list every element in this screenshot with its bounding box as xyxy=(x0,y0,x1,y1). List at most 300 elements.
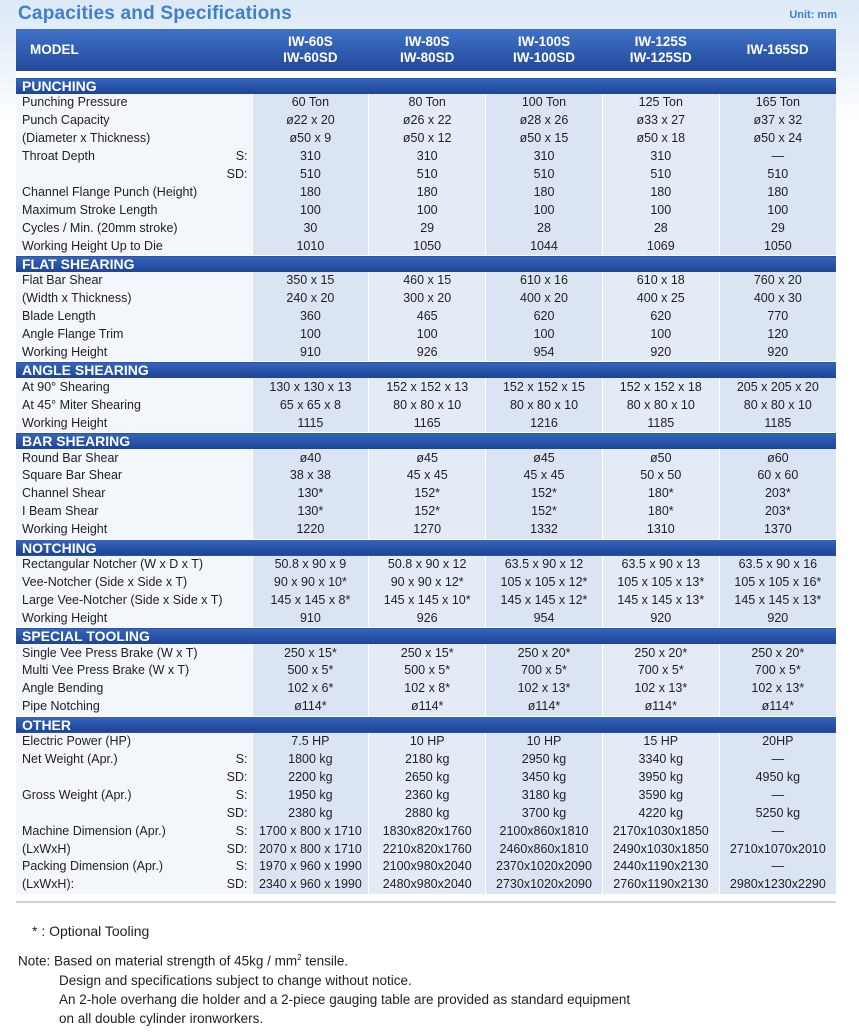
spec-label-wrap xyxy=(22,645,252,662)
spec-row xyxy=(16,662,836,680)
spec-value-cell: ø40 xyxy=(252,449,369,467)
spec-value-cell: 1044 xyxy=(486,237,603,255)
spec-value-cell: ø22 x 20 xyxy=(252,112,369,130)
section-header-row xyxy=(16,716,836,733)
spec-value-cell: 920 xyxy=(719,344,836,362)
spec-value-cell: 80 x 80 x 10 xyxy=(369,396,486,414)
spec-label-cell xyxy=(16,201,252,219)
spec-label-cell xyxy=(16,858,252,876)
spec-value-cell: 50.8 x 90 x 12 xyxy=(369,556,486,574)
spec-label: Single Vee Press Brake (W x T) xyxy=(22,645,198,660)
note-line-1 xyxy=(18,948,630,971)
spec-value-cell: ø45 xyxy=(369,449,486,467)
spec-value-cell: 90 x 90 x 10* xyxy=(252,573,369,591)
spec-value-cell: 2760x1190x2130 xyxy=(602,876,719,894)
spec-label-cell xyxy=(16,662,252,680)
spec-value-cell: 3340 kg xyxy=(602,751,719,769)
spec-value-cell: 926 xyxy=(369,344,486,362)
spec-label-wrap xyxy=(22,680,252,697)
spec-value-cell: 10 HP xyxy=(486,733,603,751)
spec-value-cell: 240 x 20 xyxy=(252,290,369,308)
section-header-row xyxy=(16,628,836,645)
spec-value-cell: 60 Ton xyxy=(252,94,369,112)
spec-label-wrap xyxy=(22,272,252,289)
spec-label: Channel Flange Punch (Height) xyxy=(22,184,198,199)
spec-value-cell: ø114* xyxy=(602,698,719,716)
spec-label-wrap xyxy=(22,184,252,201)
spec-label-wrap xyxy=(22,787,252,804)
section-title: PUNCHING xyxy=(16,78,836,95)
spec-label: Cycles / Min. (20mm stroke) xyxy=(22,220,178,235)
model-column-header xyxy=(369,29,486,71)
spec-label-cell xyxy=(16,166,252,184)
spec-value-cell: 310 xyxy=(602,148,719,166)
note-line-2: Design and specifications subject to change without notice. xyxy=(59,972,412,988)
spec-label-cell xyxy=(16,591,252,609)
spec-label: Blade Length xyxy=(22,309,96,324)
spec-value-cell: 700 x 5* xyxy=(602,662,719,680)
spec-row xyxy=(16,556,836,574)
spec-value-cell: 100 xyxy=(252,326,369,344)
page-title: Capacities and Specifications xyxy=(18,3,292,24)
spec-label-wrap xyxy=(22,769,252,786)
spec-value-cell: 145 x 145 x 13* xyxy=(602,591,719,609)
spec-label-wrap xyxy=(22,344,252,361)
model-name: IW-100S xyxy=(517,34,571,49)
spec-row xyxy=(16,290,836,308)
spec-label-cell xyxy=(16,573,252,591)
spec-variant-label: SD: xyxy=(226,769,248,784)
spec-value-cell: 145 x 145 x 8* xyxy=(252,591,369,609)
spec-value-cell: 760 x 20 xyxy=(719,272,836,290)
spec-value-cell: 510 xyxy=(252,166,369,184)
spec-label-cell xyxy=(16,644,252,662)
spec-label-wrap xyxy=(22,415,252,432)
spec-value-cell: 1185 xyxy=(719,414,836,432)
spec-row xyxy=(16,467,836,485)
spec-label-wrap xyxy=(22,823,252,840)
spec-value-cell: 500 x 5* xyxy=(369,662,486,680)
spec-value-cell: 310 xyxy=(252,148,369,166)
spec-value-cell: 620 xyxy=(602,308,719,326)
spec-value-cell: 4950 kg xyxy=(719,769,836,787)
spec-value-cell: 3180 kg xyxy=(486,786,603,804)
spec-value-cell: 1800 kg xyxy=(252,751,369,769)
spec-label: Angle Bending xyxy=(22,681,104,696)
spec-value-cell: 102 x 8* xyxy=(369,680,486,698)
spec-value-cell: 60 x 60 xyxy=(719,467,836,485)
spec-value-cell: 180 xyxy=(486,183,603,201)
spec-label: Channel Shear xyxy=(22,486,106,501)
spec-value-cell: 2460x860x1810 xyxy=(486,840,603,858)
spec-row xyxy=(16,326,836,344)
spec-variant-label: SD: xyxy=(226,841,248,856)
spec-value-cell: 102 x 13* xyxy=(719,680,836,698)
spec-label-wrap xyxy=(22,379,252,396)
spec-label-wrap xyxy=(22,556,252,573)
spec-value-cell: ø50 x 18 xyxy=(602,130,719,148)
spec-value-cell: 1115 xyxy=(252,414,369,432)
spec-label-cell xyxy=(16,130,252,148)
spec-value-cell: 100 xyxy=(369,326,486,344)
spec-label-cell xyxy=(16,183,252,201)
spec-value-cell: 2170x1030x1850 xyxy=(602,822,719,840)
spec-row xyxy=(16,308,836,326)
spec-value-cell: — xyxy=(719,751,836,769)
spec-value-cell: 100 xyxy=(369,201,486,219)
spec-row xyxy=(16,840,836,858)
spec-label-cell xyxy=(16,237,252,255)
spec-value-cell: ø45 xyxy=(486,449,603,467)
spec-value-cell: 152* xyxy=(486,503,603,521)
spec-value-cell: ø114* xyxy=(369,698,486,716)
spec-value-cell: ø50 x 15 xyxy=(486,130,603,148)
model-column-header xyxy=(719,29,836,71)
spec-value-cell: 500 x 5* xyxy=(252,662,369,680)
model-column-header xyxy=(486,29,603,71)
spec-label-wrap xyxy=(22,503,252,520)
spec-variant-label: S: xyxy=(235,149,248,164)
spec-label-wrap xyxy=(22,805,252,822)
spec-value-cell: 65 x 65 x 8 xyxy=(252,396,369,414)
spec-label-wrap xyxy=(22,521,252,538)
spec-value-cell: 80 x 80 x 10 xyxy=(602,396,719,414)
spec-value-cell: 152* xyxy=(369,485,486,503)
spec-value-cell: 360 xyxy=(252,308,369,326)
spec-value-cell: 152 x 152 x 15 xyxy=(486,378,603,396)
spec-value-cell: 400 x 30 xyxy=(719,290,836,308)
note-line-1-tail: tensile. xyxy=(301,953,349,969)
spec-label-cell xyxy=(16,344,252,362)
spec-row xyxy=(16,219,836,237)
spec-row xyxy=(16,609,836,627)
spec-value-cell: ø50 x 24 xyxy=(719,130,836,148)
spec-value-cell: 130* xyxy=(252,485,369,503)
spec-row xyxy=(16,521,836,539)
spec-value-cell: 203* xyxy=(719,485,836,503)
section-header-row xyxy=(16,78,836,95)
spec-value-cell: ø37 x 32 xyxy=(719,112,836,130)
spec-value-cell: 954 xyxy=(486,344,603,362)
spec-row xyxy=(16,396,836,414)
spec-value-cell: ø26 x 22 xyxy=(369,112,486,130)
spec-row xyxy=(16,591,836,609)
spec-label: Large Vee-Notcher (Side x Side x T) xyxy=(22,592,223,607)
spec-variant-label: SD: xyxy=(226,805,248,820)
section-title: SPECIAL TOOLING xyxy=(16,628,836,645)
spec-label: Electric Power (HP) xyxy=(22,734,132,749)
spec-value-cell: 203* xyxy=(719,503,836,521)
spec-label: Working Height xyxy=(22,415,108,430)
spec-value-cell: 2980x1230x2290 xyxy=(719,876,836,894)
spec-label-wrap xyxy=(22,450,252,467)
spec-value-cell: 1370 xyxy=(719,521,836,539)
spec-value-cell: 2880 kg xyxy=(369,804,486,822)
note-line-1-text: Note: Based on material strength of 45kg / mm xyxy=(18,953,298,969)
spec-row xyxy=(16,751,836,769)
spec-label: Rectangular Notcher (W x D x T) xyxy=(22,557,204,572)
spec-value-cell: 50.8 x 90 x 9 xyxy=(252,556,369,574)
spec-value-cell: 1010 xyxy=(252,237,369,255)
table-bottom-rule xyxy=(16,901,836,903)
spec-value-cell: 920 xyxy=(602,344,719,362)
spec-value-cell: 10 HP xyxy=(369,733,486,751)
spec-value-cell: 102 x 13* xyxy=(602,680,719,698)
spec-label-cell xyxy=(16,485,252,503)
spec-value-cell: 180* xyxy=(602,503,719,521)
spec-label: Packing Dimension (Apr.) xyxy=(22,859,164,874)
spec-value-cell: 610 x 18 xyxy=(602,272,719,290)
spec-value-cell: 63.5 x 90 x 13 xyxy=(602,556,719,574)
spec-label: Working Height Up to Die xyxy=(22,238,163,253)
spec-row xyxy=(16,449,836,467)
spec-value-cell: 920 xyxy=(602,609,719,627)
spec-label: Round Bar Shear xyxy=(22,450,119,465)
spec-label: Net Weight (Apr.) xyxy=(22,752,118,767)
spec-label: At 90° Shearing xyxy=(22,379,110,394)
spec-value-cell: 1970 x 960 x 1990 xyxy=(252,858,369,876)
spec-label: Vee-Notcher (Side x Side x T) xyxy=(22,574,188,589)
spec-value-cell: 2950 kg xyxy=(486,751,603,769)
spec-label-cell xyxy=(16,680,252,698)
spec-label-wrap xyxy=(22,610,252,627)
spec-value-cell: 250 x 15* xyxy=(369,644,486,662)
spec-label-wrap xyxy=(22,698,252,715)
spec-row xyxy=(16,237,836,255)
spec-row xyxy=(16,769,836,787)
spec-value-cell: 2340 x 960 x 1990 xyxy=(252,876,369,894)
spec-label-cell xyxy=(16,840,252,858)
spec-value-cell: 38 x 38 xyxy=(252,467,369,485)
spec-value-cell: 125 Ton xyxy=(602,94,719,112)
spec-value-cell: 2440x1190x2130 xyxy=(602,858,719,876)
spec-value-cell: ø33 x 27 xyxy=(602,112,719,130)
section-title: ANGLE SHEARING xyxy=(16,362,836,379)
spec-row xyxy=(16,183,836,201)
spec-value-cell: ø50 xyxy=(602,449,719,467)
spec-value-cell: 250 x 20* xyxy=(486,644,603,662)
spec-label: Gross Weight (Apr.) xyxy=(22,787,132,802)
spec-value-cell: 28 xyxy=(486,219,603,237)
spec-value-cell: 152* xyxy=(486,485,603,503)
spec-row xyxy=(16,804,836,822)
spec-value-cell: 2210x820x1760 xyxy=(369,840,486,858)
spec-row xyxy=(16,858,836,876)
model-name: IW-125SD xyxy=(629,50,692,65)
spec-value-cell: 510 xyxy=(602,166,719,184)
spec-value-cell: 165 Ton xyxy=(719,94,836,112)
spec-value-cell: 460 x 15 xyxy=(369,272,486,290)
spec-value-cell: 620 xyxy=(486,308,603,326)
spec-label: (Diameter x Thickness) xyxy=(22,131,151,146)
spec-value-cell: 102 x 6* xyxy=(252,680,369,698)
spec-label-wrap xyxy=(22,112,252,129)
spec-label: Working Height xyxy=(22,345,108,360)
spec-label-wrap xyxy=(22,290,252,307)
spec-label-cell xyxy=(16,467,252,485)
spec-value-cell: ø50 x 9 xyxy=(252,130,369,148)
spec-table-body xyxy=(16,71,836,894)
spec-row xyxy=(16,573,836,591)
spec-value-cell: 145 x 145 x 13* xyxy=(719,591,836,609)
spec-label: Square Bar Shear xyxy=(22,468,123,483)
spec-value-cell: 120 xyxy=(719,326,836,344)
spec-value-cell: 1185 xyxy=(602,414,719,432)
spec-label-wrap xyxy=(22,202,252,219)
spec-row xyxy=(16,485,836,503)
spec-label-wrap xyxy=(22,876,252,893)
spec-value-cell: 250 x 15* xyxy=(252,644,369,662)
spec-label-cell xyxy=(16,698,252,716)
spec-value-cell: 1050 xyxy=(369,237,486,255)
spec-label: Flat Bar Shear xyxy=(22,273,103,288)
spec-value-cell: 63.5 x 90 x 12 xyxy=(486,556,603,574)
spec-label-cell xyxy=(16,609,252,627)
spec-label-cell xyxy=(16,876,252,894)
spec-row xyxy=(16,698,836,716)
spec-label-wrap xyxy=(22,662,252,679)
spec-value-cell: 1216 xyxy=(486,414,603,432)
spec-value-cell: 510 xyxy=(486,166,603,184)
spec-value-cell: 2200 kg xyxy=(252,769,369,787)
model-header: MODEL xyxy=(16,29,252,71)
spec-label-cell xyxy=(16,290,252,308)
spec-value-cell: 926 xyxy=(369,609,486,627)
model-name: IW-125S xyxy=(634,34,687,49)
spec-value-cell: 29 xyxy=(369,219,486,237)
spec-label: Working Height xyxy=(22,522,108,537)
spec-label-cell xyxy=(16,219,252,237)
model-column-header xyxy=(602,29,719,71)
spec-value-cell: 700 x 5* xyxy=(486,662,603,680)
spec-label-wrap xyxy=(22,220,252,237)
spec-value-cell: 100 xyxy=(486,326,603,344)
spec-value-cell: 3450 kg xyxy=(486,769,603,787)
spec-label-cell xyxy=(16,521,252,539)
spec-label-wrap xyxy=(22,94,252,111)
spec-row xyxy=(16,112,836,130)
spec-label-cell xyxy=(16,308,252,326)
spec-label: Angle Flange Trim xyxy=(22,327,124,342)
spec-value-cell: 152 x 152 x 18 xyxy=(602,378,719,396)
spec-value-cell: 770 xyxy=(719,308,836,326)
section-header-row xyxy=(16,433,836,450)
spec-value-cell: 2490x1030x1850 xyxy=(602,840,719,858)
spec-label-cell xyxy=(16,503,252,521)
spec-value-cell: 465 xyxy=(369,308,486,326)
spec-table xyxy=(16,29,836,894)
spec-value-cell: 80 Ton xyxy=(369,94,486,112)
spec-value-cell: 310 xyxy=(369,148,486,166)
spec-label: Pipe Notching xyxy=(22,699,100,714)
spec-row xyxy=(16,414,836,432)
spec-value-cell: — xyxy=(719,786,836,804)
spec-value-cell: 1700 x 800 x 1710 xyxy=(252,822,369,840)
spec-row xyxy=(16,680,836,698)
spec-row xyxy=(16,733,836,751)
spec-table-container xyxy=(16,29,836,894)
spec-row xyxy=(16,130,836,148)
section-title: OTHER xyxy=(16,716,836,733)
spec-label-cell xyxy=(16,449,252,467)
spec-value-cell: 45 x 45 xyxy=(486,467,603,485)
spec-label: Multi Vee Press Brake (W x T) xyxy=(22,663,190,678)
spec-value-cell: 954 xyxy=(486,609,603,627)
spec-value-cell: 310 xyxy=(486,148,603,166)
model-name: IW-165SD xyxy=(746,42,809,57)
section-header-row xyxy=(16,362,836,379)
spec-label: Working Height xyxy=(22,610,108,625)
spec-row xyxy=(16,822,836,840)
spec-label-wrap xyxy=(22,308,252,325)
spec-label-wrap xyxy=(22,326,252,343)
spec-value-cell: 300 x 20 xyxy=(369,290,486,308)
model-name: IW-100SD xyxy=(512,50,575,65)
spec-value-cell: ø28 x 26 xyxy=(486,112,603,130)
spec-label-wrap xyxy=(22,397,252,414)
spec-value-cell: 1165 xyxy=(369,414,486,432)
spec-variant-label: S: xyxy=(235,823,248,838)
spec-value-cell: 105 x 105 x 13* xyxy=(602,573,719,591)
spec-variant-label: SD: xyxy=(226,167,248,181)
section-title: BAR SHEARING xyxy=(16,433,836,450)
spec-label-wrap xyxy=(22,574,252,591)
spec-label-wrap xyxy=(22,148,252,165)
spec-label: Machine Dimension (Apr.) xyxy=(22,823,166,838)
spec-row xyxy=(16,201,836,219)
spec-value-cell: 350 x 15 xyxy=(252,272,369,290)
model-name: IW-80S xyxy=(404,34,450,49)
spec-row xyxy=(16,378,836,396)
spec-value-cell: 28 xyxy=(602,219,719,237)
spec-value-cell: 920 xyxy=(719,609,836,627)
spec-value-cell: 2730x1020x2090 xyxy=(486,876,603,894)
spec-label: Throat Depth xyxy=(22,149,95,164)
spec-label-wrap xyxy=(22,130,252,147)
spec-label-wrap xyxy=(22,238,252,255)
spec-row xyxy=(16,344,836,362)
spec-label-cell xyxy=(16,378,252,396)
spec-value-cell: 1220 xyxy=(252,521,369,539)
table-header-row xyxy=(16,29,836,71)
spec-label: (Width x Thickness) xyxy=(22,291,132,306)
spec-value-cell: 400 x 20 xyxy=(486,290,603,308)
spec-value-cell: 180 xyxy=(252,183,369,201)
spec-value-cell: ø114* xyxy=(719,698,836,716)
spec-label-cell xyxy=(16,396,252,414)
spec-value-cell: 5250 kg xyxy=(719,804,836,822)
spec-value-cell: 1310 xyxy=(602,521,719,539)
spec-value-cell: 2710x1070x2010 xyxy=(719,840,836,858)
unit-label: Unit: mm xyxy=(789,9,837,21)
spec-value-cell: 2100x860x1810 xyxy=(486,822,603,840)
spec-value-cell: 3590 kg xyxy=(602,786,719,804)
spec-value-cell: ø60 xyxy=(719,449,836,467)
spec-value-cell: 180 xyxy=(602,183,719,201)
note-superscript: 2 xyxy=(297,953,302,962)
spec-row xyxy=(16,148,836,166)
model-name: IW-60SD xyxy=(283,50,338,65)
spec-value-cell: 130 x 130 x 13 xyxy=(252,378,369,396)
spec-value-cell: 2070 x 800 x 1710 xyxy=(252,840,369,858)
spec-value-cell: ø114* xyxy=(252,698,369,716)
spec-label-cell xyxy=(16,786,252,804)
spec-value-cell: 910 xyxy=(252,609,369,627)
spec-value-cell: 250 x 20* xyxy=(719,644,836,662)
spec-value-cell: 30 xyxy=(252,219,369,237)
spec-value-cell: — xyxy=(719,822,836,840)
spec-value-cell: 80 x 80 x 10 xyxy=(486,396,603,414)
